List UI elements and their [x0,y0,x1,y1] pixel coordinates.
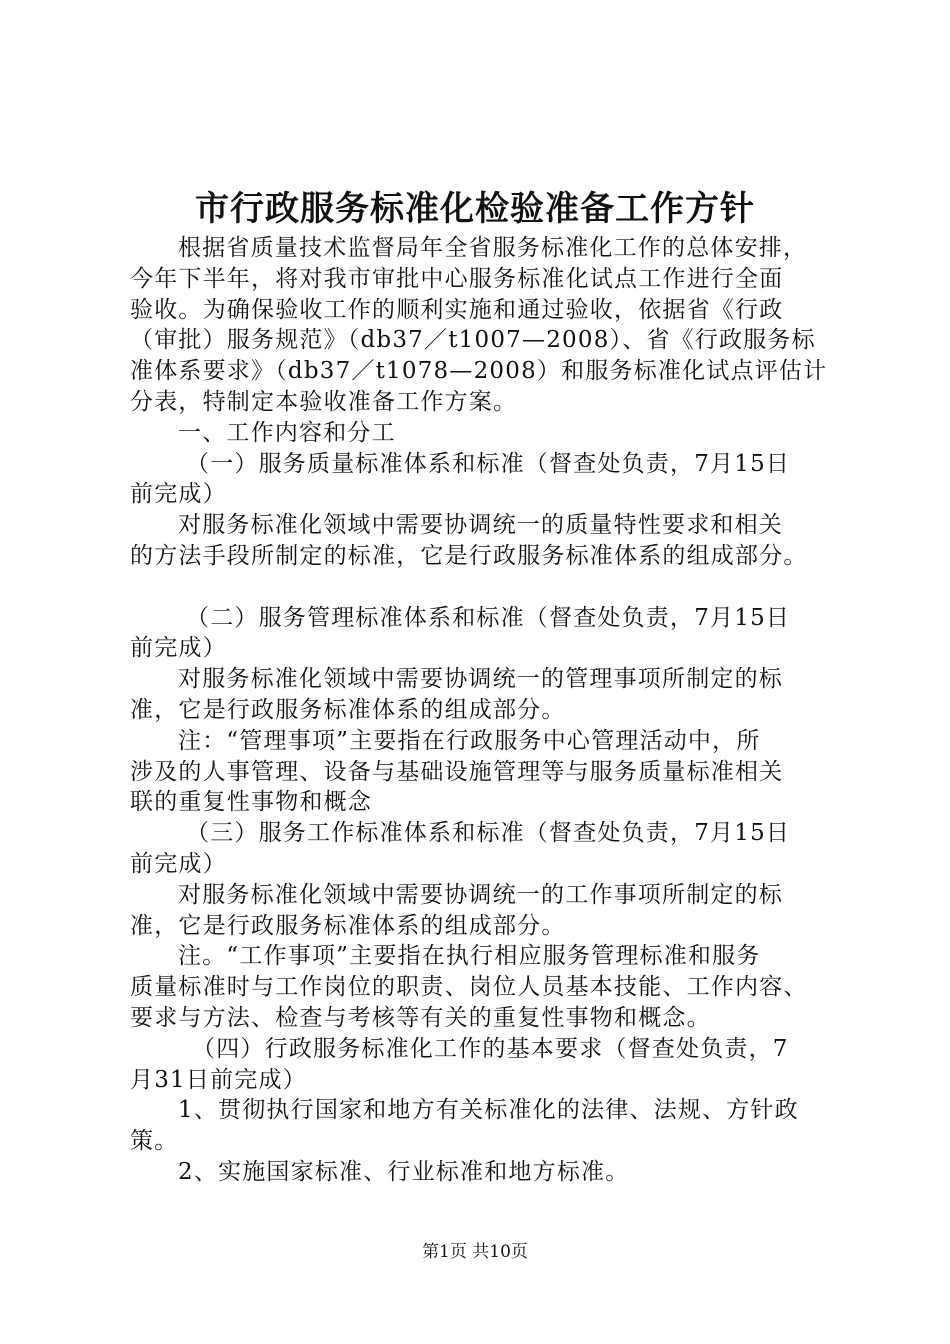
paragraph-line: 的方法手段所制定的标准，它是行政服务标准体系的组成部分。 [130,542,808,569]
list-item-cont: 策。 [130,1128,179,1155]
note-line: 注：“管理事项”主要指在行政服务中心管理活动中，所 [178,727,761,754]
page-number: 第1页 共10页 [422,1242,528,1262]
document-title: 市行政服务标准化检验准备工作方针 [195,189,755,229]
subsection-heading-cont: 前完成） [130,850,227,877]
paragraph-line: 验收。为确保验收工作的顺利实施和通过验收，依据省《行政 [130,296,784,323]
subsection-heading: （四）行政服务标准化工作的基本要求（督查处负责，7 [192,1035,789,1062]
subsection-heading: （一）服务质量标准体系和标准（督查处负责，7月15日 [186,450,791,477]
note-line: 注。“工作事项”主要指在执行相应服务管理标准和服务 [178,943,761,970]
paragraph-line: 对服务标准化领域中需要协调统一的工作事项所制定的标 [178,881,783,908]
subsection-heading: （三）服务工作标准体系和标准（督查处负责，7月15日 [186,820,791,847]
subsection-heading-cont: 前完成） [130,481,227,508]
paragraph-line: 分表，特制定本验收准备工作方案。 [130,388,518,415]
subsection-heading-cont: 月31日前完成） [130,1066,307,1093]
subsection-heading: （二）服务管理标准体系和标准（督查处负责，7月15日 [186,604,791,631]
section-heading: 一、工作内容和分工 [178,419,396,446]
list-item: 2、实施国家标准、行业标准和地方标准。 [178,1158,630,1185]
paragraph-line: 对服务标准化领域中需要协调统一的管理事项所制定的标 [178,666,783,693]
paragraph-line: （审批）服务规范》（db37／t1007—2008）、省《行政服务标 [130,327,816,354]
paragraph-line: 今年下半年，将对我市审批中心服务标准化试点工作进行全面 [130,265,784,292]
note-line: 涉及的人事管理、设备与基础设施管理等与服务质量标准相关 [130,758,784,785]
document-body [130,233,850,1188]
paragraph-line: 根据省质量技术监督局年全省服务标准化工作的总体安排， [178,235,808,261]
list-item: 1、贯彻执行国家和地方有关标准化的法律、法规、方针政 [178,1097,799,1124]
paragraph-line: 准体系要求》（db37／t1078—2008）和服务标准化试点评估计 [130,358,828,385]
note-line: 联的重复性事物和概念 [130,789,372,816]
subsection-heading-cont: 前完成） [130,635,227,662]
blank-line [130,572,850,603]
paragraph-line: 准，它是行政服务标准体系的组成部分。 [130,696,566,723]
paragraph-line: 准，它是行政服务标准体系的组成部分。 [130,912,566,939]
paragraph-line: 对服务标准化领域中需要协调统一的质量特性要求和相关 [178,512,783,539]
note-line: 要求与方法、检查与考核等有关的重复性事物和概念。 [130,1004,711,1031]
note-line: 质量标准时与工作岗位的职责、岗位人员基本技能、工作内容、 [130,974,808,1001]
